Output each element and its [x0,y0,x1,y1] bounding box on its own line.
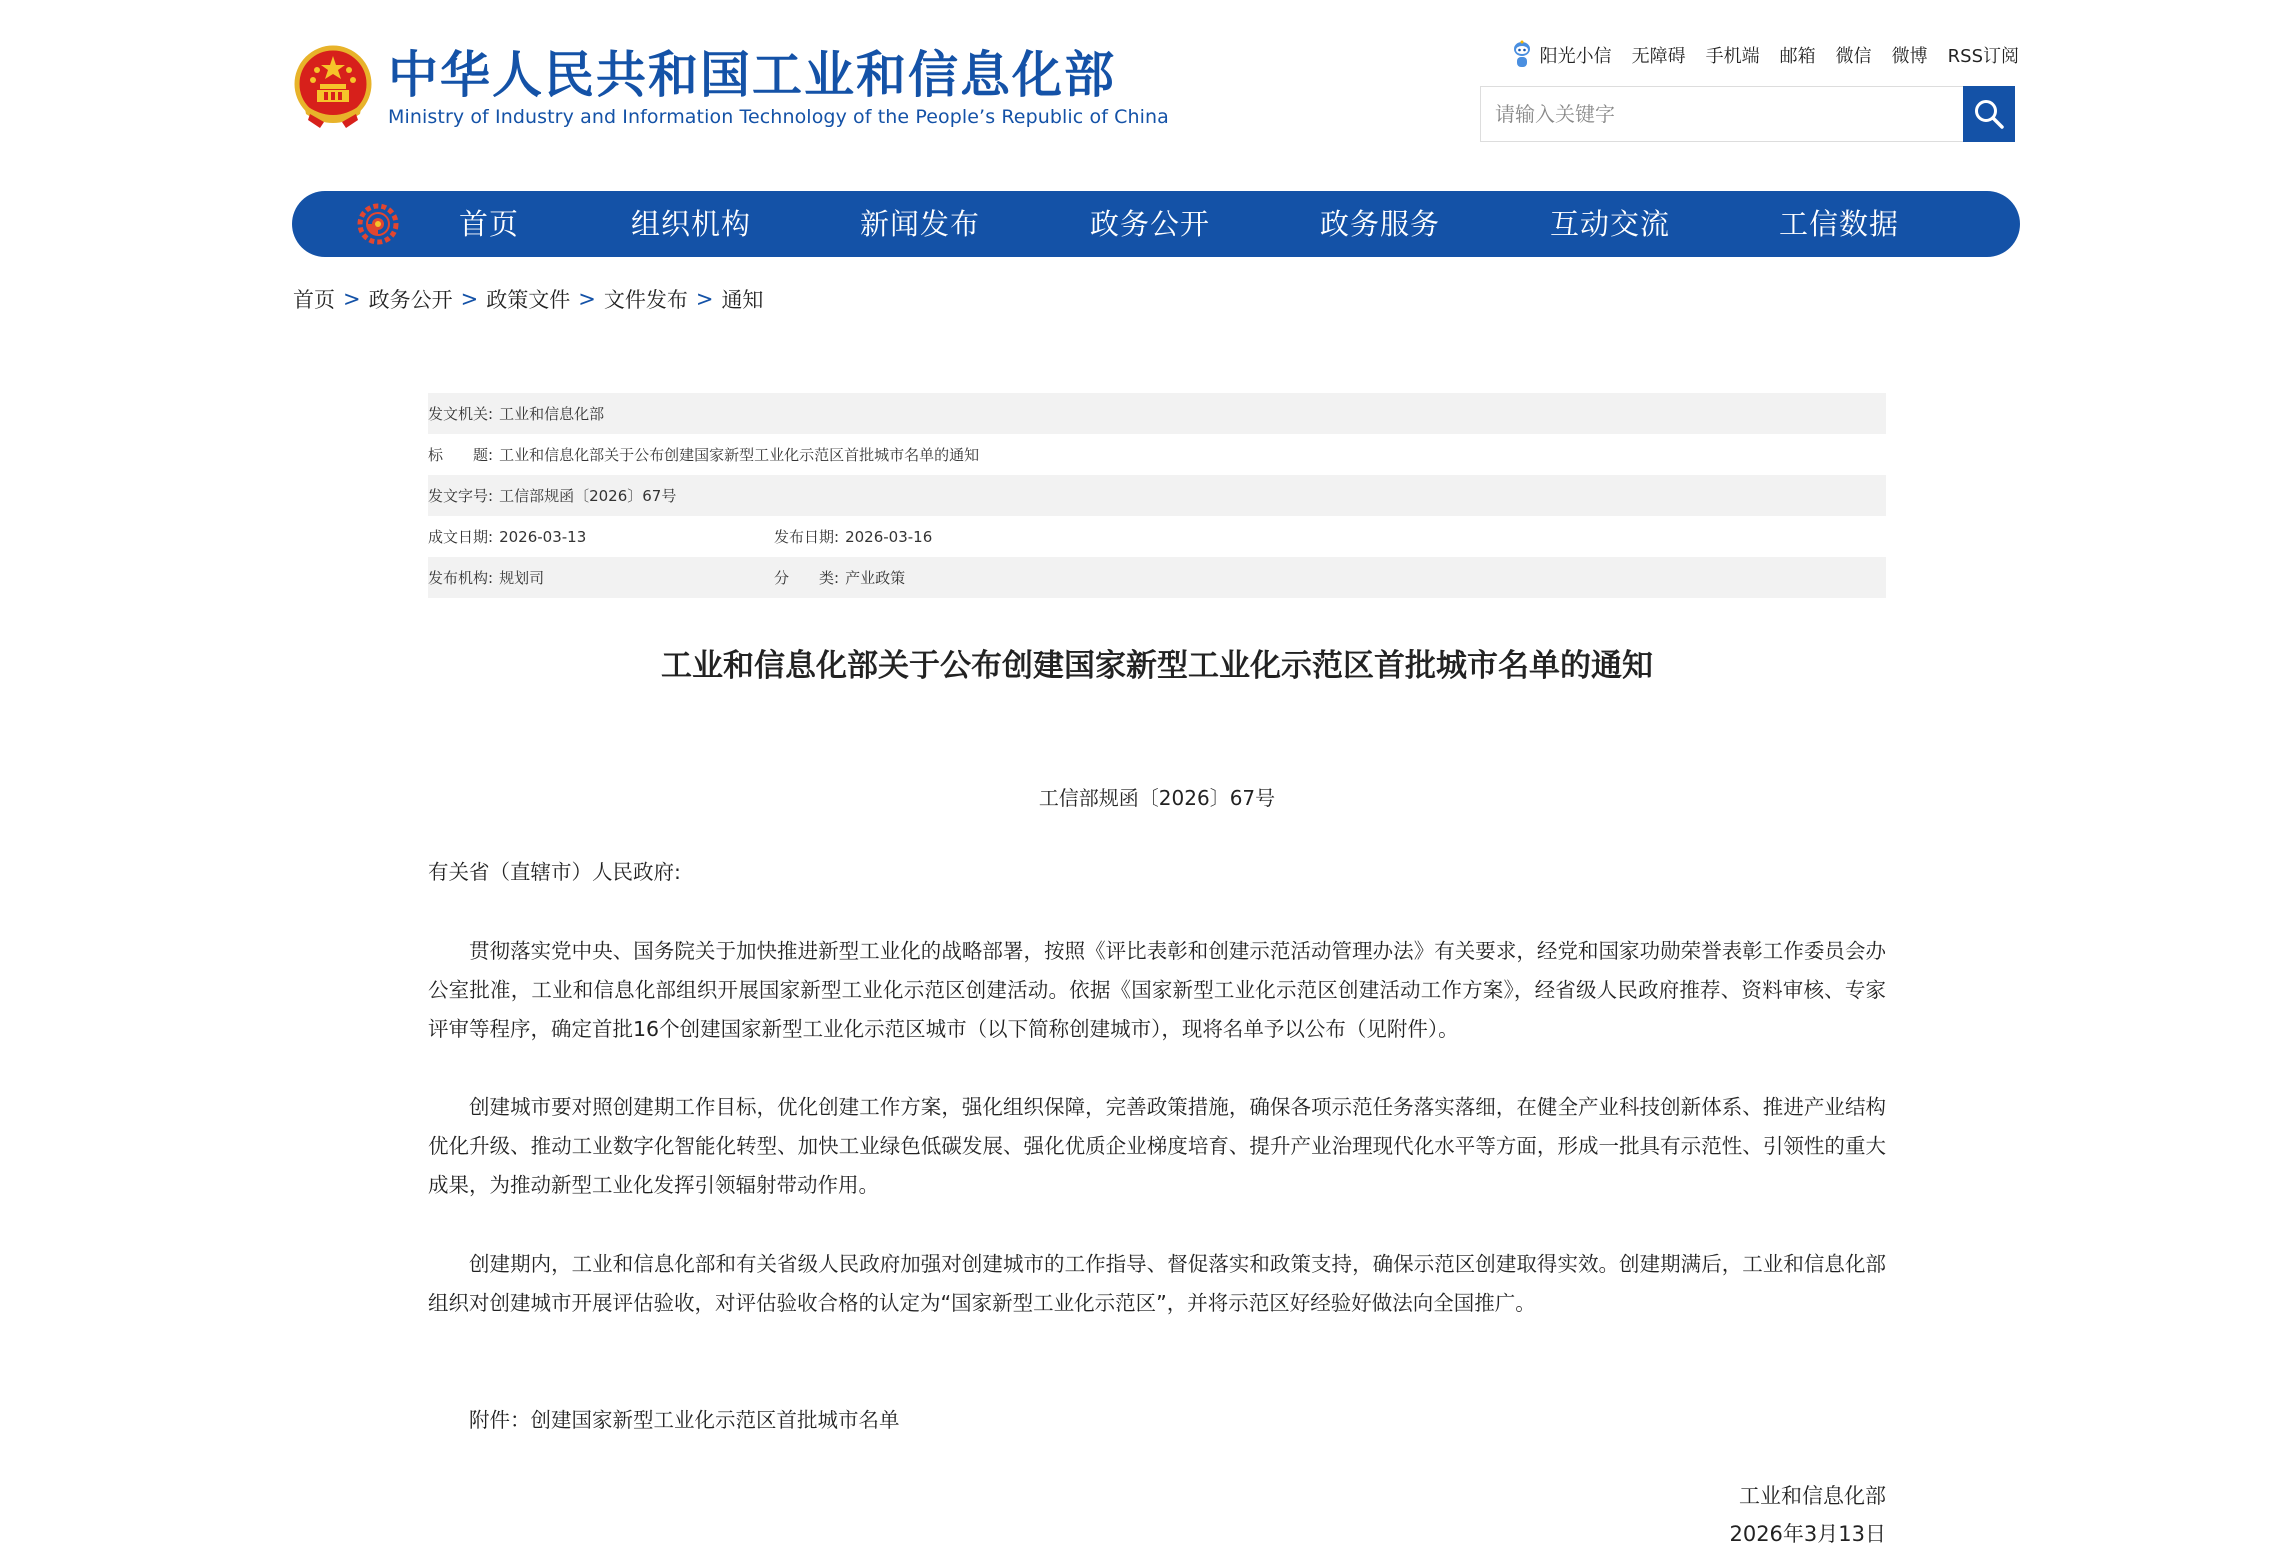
meta-value: 2026-03-13 [499,527,587,546]
meta-label: 分 类: [774,569,840,587]
search-button[interactable] [1963,86,2015,142]
document-meta-table [428,393,1886,598]
meta-value: 产业政策 [845,569,906,587]
nav-home[interactable]: 首页 [459,207,520,241]
signature-org: 工业和信息化部 [1739,1484,1886,1508]
signature-date: 2026年3月13日 [1729,1522,1886,1546]
top-link-sunshine[interactable]: 阳光小信 [1539,46,1612,67]
top-link-mail[interactable]: 邮箱 [1779,46,1816,67]
search-input[interactable] [1480,86,1963,142]
meta-value: 工信部规函〔2026〕67号 [499,487,677,505]
breadcrumb-policy-docs[interactable]: 政策文件 [486,288,571,312]
article-salutation: 有关省（直辖市）人民政府: [428,860,681,884]
article-doc-number: 工信部规函〔2026〕67号 [1038,786,1276,810]
meta-row-org [428,557,1886,598]
search-bar [1480,86,2015,142]
meta-value: 工业和信息化部 [499,405,605,423]
meta-label: 发文机关: [428,405,494,423]
breadcrumb-notice[interactable]: 通知 [721,288,764,312]
meta-label: 发布日期: [774,528,840,546]
top-links [1512,40,2019,70]
breadcrumb-gov-affairs[interactable]: 政务公开 [368,288,453,312]
meta-row-docno [428,475,1886,516]
breadcrumb-separator: > [695,287,714,311]
meta-value: 规划司 [499,569,545,587]
breadcrumb-home[interactable]: 首页 [293,288,335,312]
nav-gov-affairs[interactable]: 政务公开 [1090,207,1211,241]
top-link-mobile[interactable]: 手机端 [1705,46,1760,67]
top-link-accessibility[interactable]: 无障碍 [1631,46,1686,67]
ministry-gear-logo-icon [356,202,400,246]
national-emblem-icon [290,44,376,130]
site-logo[interactable] [290,44,1169,130]
article-paragraph-1: 贯彻落实党中央、国务院关于加快推进新型工业化的战略部署，按照《评比表彰和创建示范活动管理办法》有关要求，经党和国家功勋荣誉表彰工作委员会办公室批准，工业和信息化部组织开展国家新型工业化示范区创建活动。依据《国家新型工业化示范区创建活动工作方案》，经省级人民政府推荐、资料审核、专家评审等程序，确定首批16个创建国家新型工业化示范区城市（以下简称创建城市），现将名单予以公布（见附件）。 [428,939,1886,1041]
nav-organization[interactable]: 组织机构 [631,207,752,241]
meta-label: 发布机构: [428,569,494,587]
meta-row-title [428,434,1886,475]
site-title-cn: 中华人民共和国工业和信息化部 [388,46,1116,104]
meta-row-dates [428,516,1886,557]
top-link-rss[interactable]: RSS订阅 [1947,46,2019,67]
meta-label: 成文日期: [428,528,494,546]
top-link-weibo[interactable]: 微博 [1891,46,1928,67]
nav-services[interactable]: 政务服务 [1320,207,1441,241]
meta-label: 标 题: [428,446,494,464]
nav-data[interactable]: 工信数据 [1779,207,1900,241]
article-paragraph-2: 创建城市要对照创建期工作目标，优化创建工作方案，强化组织保障，完善政策措施，确保各项示范任务落实落细，在健全产业科技创新体系、推进产业结构优化升级、推动工业数字化智能化转型、加快工业绿色低碳发展、强化优质企业梯度培育、提升产业治理现代化水平等方面，形成一批具有示范性、引领性的重大成果，为推动新型工业化发挥引领辐射带动作用。 [428,1095,1886,1197]
meta-label: 发文字号: [428,487,494,505]
meta-row-issuer [428,393,1886,434]
breadcrumb [293,284,763,314]
main-nav [292,191,2020,257]
robot-assistant-icon [1512,40,1532,70]
top-link-wechat[interactable]: 微信 [1835,46,1872,67]
attachment-link[interactable]: 附件：创建国家新型工业化示范区首批城市名单 [469,1408,900,1432]
meta-value: 工业和信息化部关于公布创建国家新型工业化示范区首批城市名单的通知 [499,446,980,464]
meta-value: 2026-03-16 [845,527,933,546]
search-icon [1973,98,2005,130]
site-title-en: Ministry of Industry and Information Technology of the People’s Republic of China [388,106,1169,128]
breadcrumb-doc-release[interactable]: 文件发布 [603,288,688,312]
article-title: 工业和信息化部关于公布创建国家新型工业化示范区首批城市名单的通知 [661,648,1653,684]
nav-interaction[interactable]: 互动交流 [1550,207,1671,241]
breadcrumb-separator: > [460,287,479,311]
breadcrumb-separator: > [343,287,361,311]
article-paragraph-3: 创建期内，工业和信息化部和有关省级人民政府加强对创建城市的工作指导、督促落实和政策支持，确保示范区创建取得实效。创建期满后，工业和信息化部组织对创建城市开展评估验收，对评估验收合格的认定为“国家新型工业化示范区”，并将示范区好经验好做法向全国推广。 [428,1252,1886,1315]
breadcrumb-separator: > [578,287,596,311]
nav-news[interactable]: 新闻发布 [860,207,981,241]
